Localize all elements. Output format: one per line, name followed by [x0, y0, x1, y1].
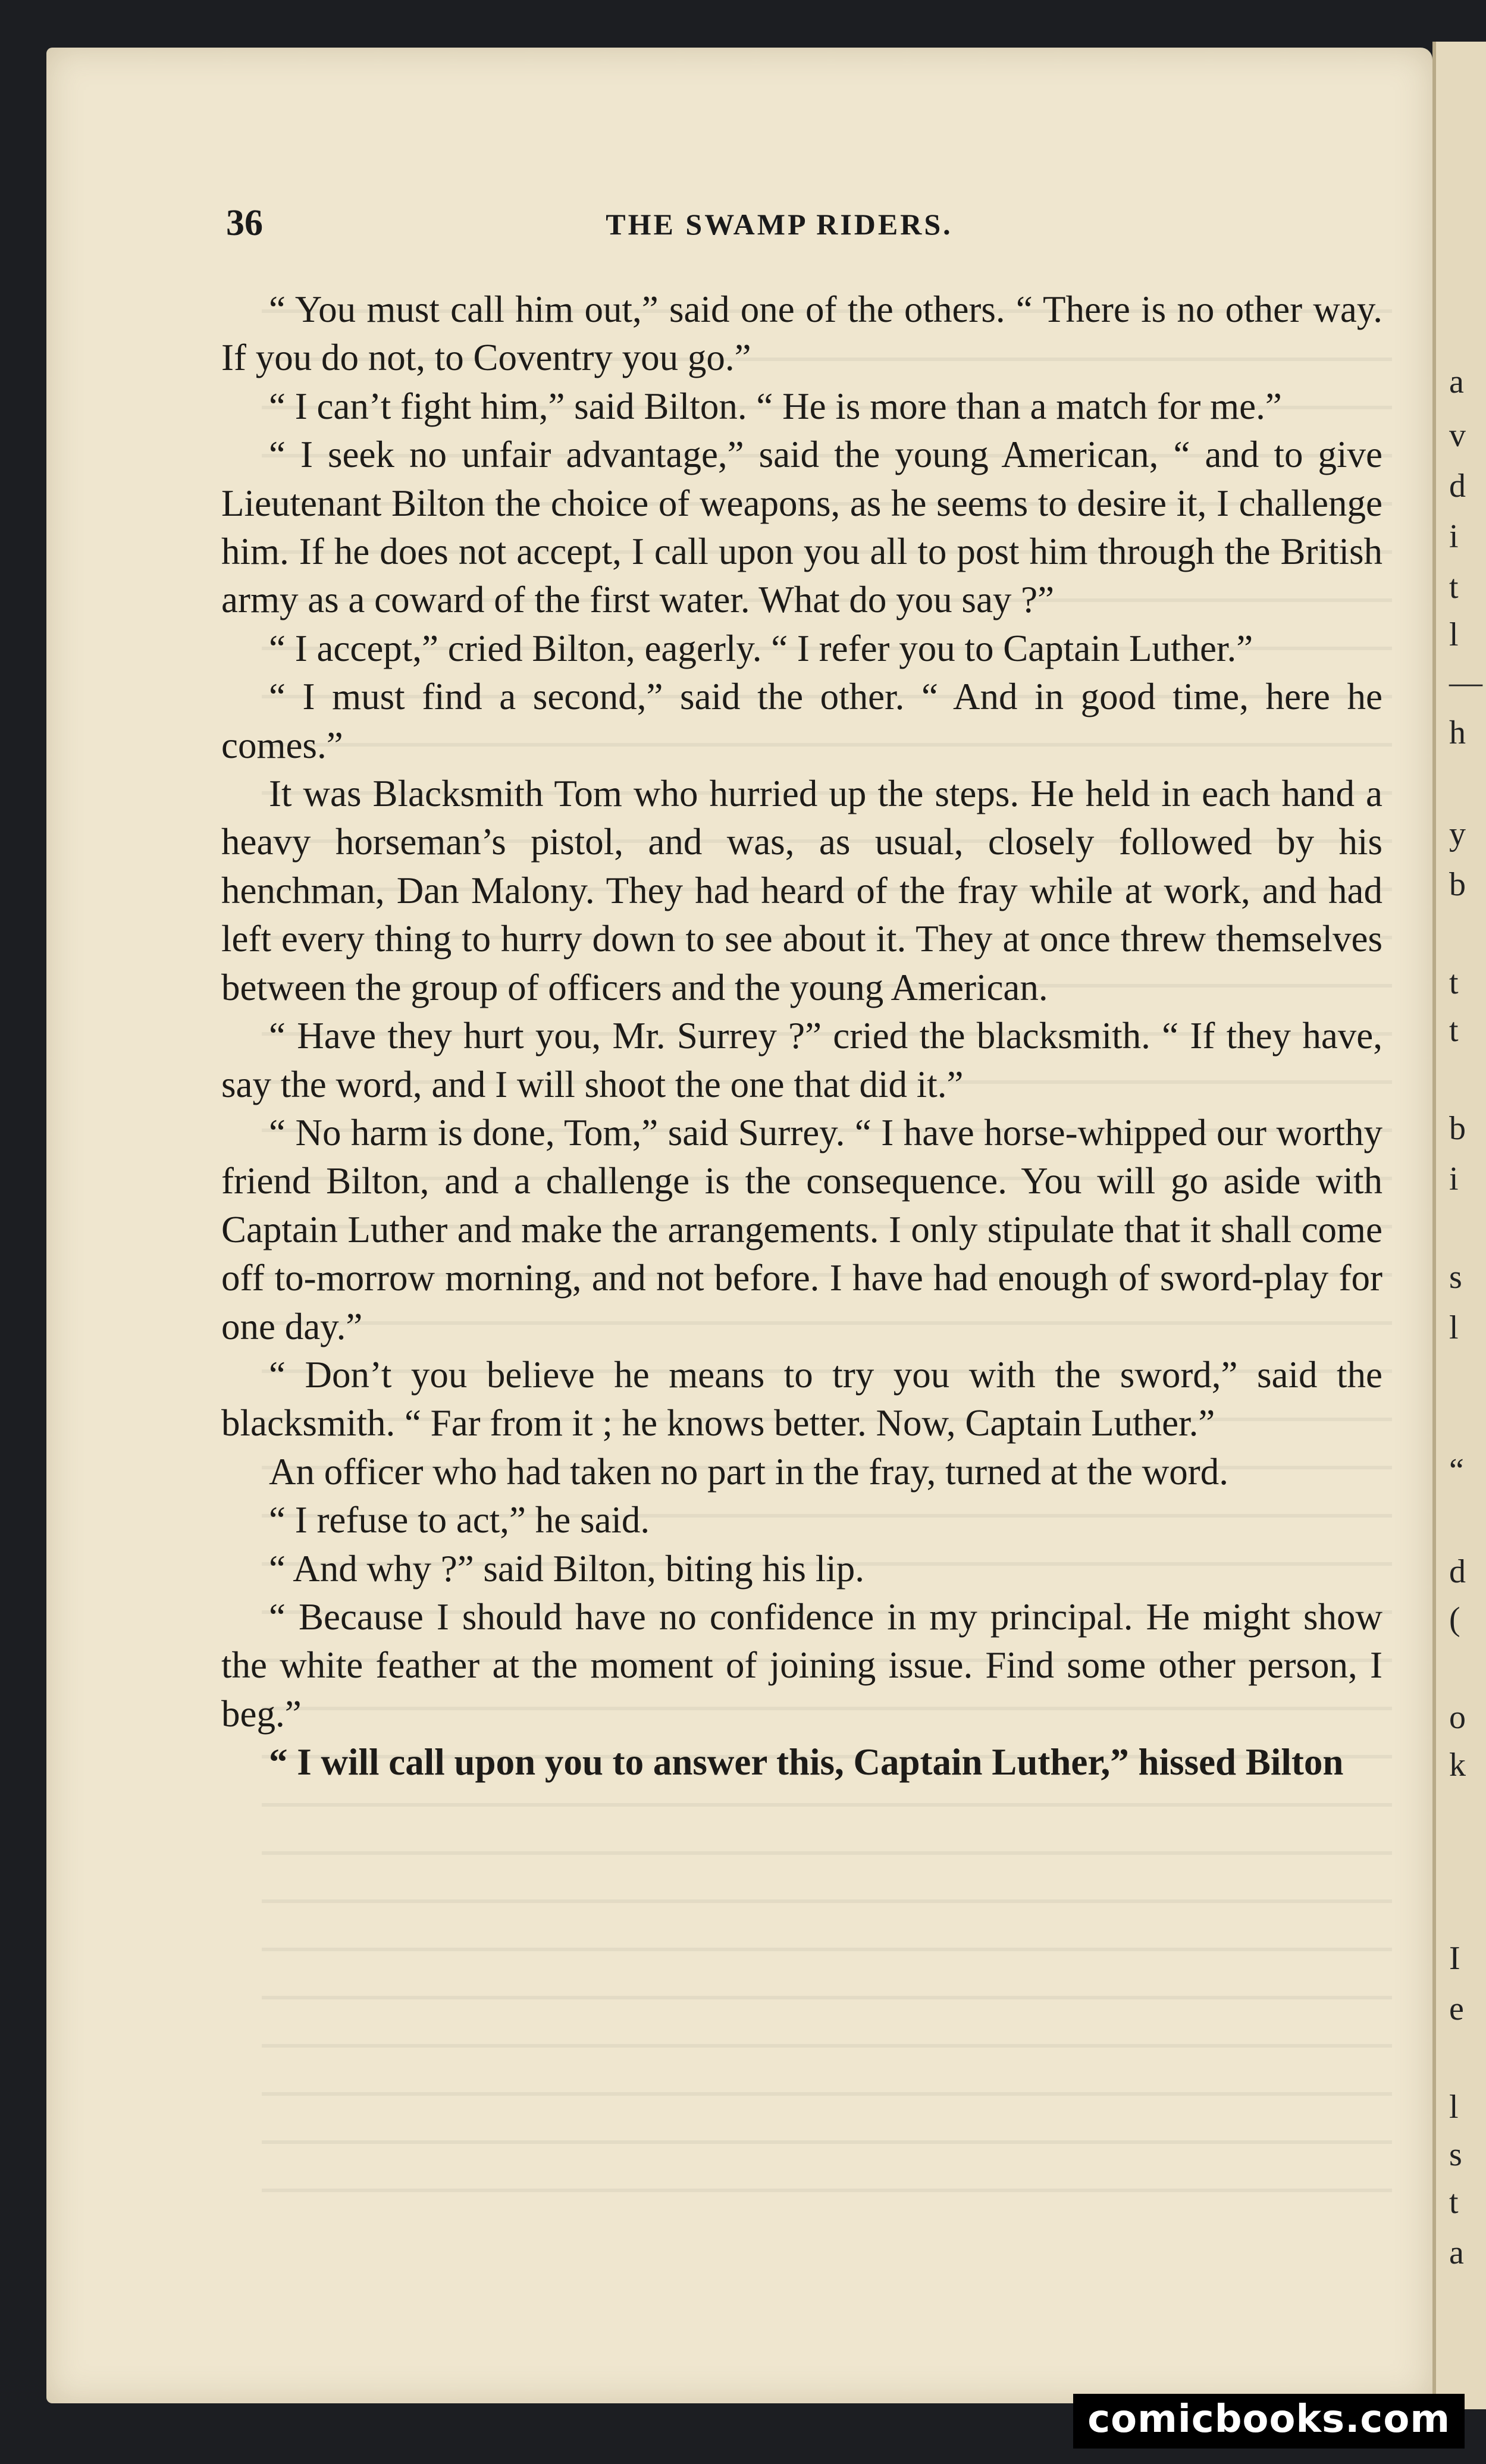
facing-page-letter: t [1449, 2184, 1459, 2221]
running-head: THE SWAMP RIDERS. [606, 208, 953, 241]
paragraph: “ No harm is done, Tom,” said Surrey. “ I have horse-whipped our worthy friend Bilton, and a challenge is the consequence. You will go aside with Captain Luther and make the arrangements. I only stipulate that it shall come off to-morrow morning, and not before. I have had enough of sword-play for one day.” [221, 1111, 1382, 1347]
facing-page-letter: h [1449, 714, 1466, 751]
paragraph: “ I seek no unfair advantage,” said the young American, “ and to give Lieutenant Bilton the choice of weapons, as he seems to desire it, I challenge him. If he does not accept, I call upon you all to post him through the British army as a coward of the first water. What do you say ?” [221, 434, 1382, 621]
watermark: comicbooks.com [1073, 2394, 1465, 2449]
paragraph: “ Have they hurt you, Mr. Surrey ?” cried the blacksmith. “ If they have, say the word, and I will shoot the one that did it.” [221, 1015, 1382, 1105]
facing-page-letter: v [1449, 417, 1466, 454]
facing-page-letter: d [1449, 468, 1466, 504]
facing-page-letter: l [1449, 616, 1459, 653]
facing-page-letter: i [1449, 518, 1459, 555]
paragraph: “ Don’t you believe he means to try you with the sword,” said the blacksmith. “ Far from it ; he knows better. Now, Captain Luther.” [221, 1353, 1382, 1444]
facing-page-letter: o [1449, 1699, 1466, 1736]
facing-page-letter: a [1449, 2234, 1464, 2271]
facing-page-letter: i [1449, 1161, 1459, 1197]
facing-page-letter: t [1449, 569, 1459, 606]
facing-page-letter: “ [1449, 1452, 1464, 1489]
paragraph: “ Because I should have no confidence in my principal. He might show the white feather at the moment of joining issue. Find some other person, I beg.” [221, 1595, 1382, 1735]
facing-page-letter: e [1449, 1990, 1464, 2027]
facing-page-letter: d [1449, 1553, 1466, 1590]
facing-page-letter: s [1449, 1259, 1462, 1296]
facing-page-letter: b [1449, 1110, 1466, 1147]
paragraph: An officer who had taken no part in the fray, turned at the word. [269, 1450, 1228, 1493]
paragraph: It was Blacksmith Tom who hurried up the steps. He held in each hand a heavy horseman’s pistol, and was, as usual, closely followed by his henchman, Dan Malony. They had heard of the fray while at work, and had left every thing to hurry down to see about it. They at once threw themselves between the group of officers and the young American. [221, 773, 1382, 1008]
paragraph: “ I will call upon you to answer this, Captain Luther,” hissed Bilton [269, 1741, 1344, 1783]
paragraph: “ You must call him out,” said one of the others. “ There is no other way. If you do not, to Coventry you go.” [221, 289, 1382, 379]
facing-page-letter: a [1449, 363, 1464, 400]
paragraph: “ I can’t fight him,” said Bilton. “ He is more than a match for me.” [269, 385, 1282, 427]
paragraph: “ And why ?” said Bilton, biting his lip. [269, 1547, 864, 1590]
facing-page-letter: t [1449, 964, 1459, 1001]
facing-page-letter: k [1449, 1747, 1466, 1783]
page-header [178, 202, 1380, 250]
facing-page-letter: y [1449, 816, 1466, 852]
paragraph: “ I accept,” cried Bilton, eagerly. “ I refer you to Captain Luther.” [269, 627, 1253, 669]
facing-page-letter: l [1449, 1309, 1459, 1346]
facing-page-letter: l [1449, 2089, 1459, 2126]
paragraph: “ I refuse to act,” he said. [269, 1499, 650, 1541]
body-text [221, 286, 1382, 1787]
facing-page-letter: t [1449, 1012, 1459, 1049]
facing-page-letter: s [1449, 2136, 1462, 2173]
facing-page-edge [1432, 42, 1486, 2409]
facing-page-letter: — [1449, 664, 1482, 701]
paragraph: “ I must find a second,” said the other. “ And in good time, here he comes.” [221, 676, 1382, 766]
facing-page-letter: I [1449, 1940, 1460, 1977]
page-number: 36 [226, 203, 263, 243]
facing-page-letter: b [1449, 866, 1466, 903]
facing-page-letter: ( [1449, 1601, 1460, 1638]
